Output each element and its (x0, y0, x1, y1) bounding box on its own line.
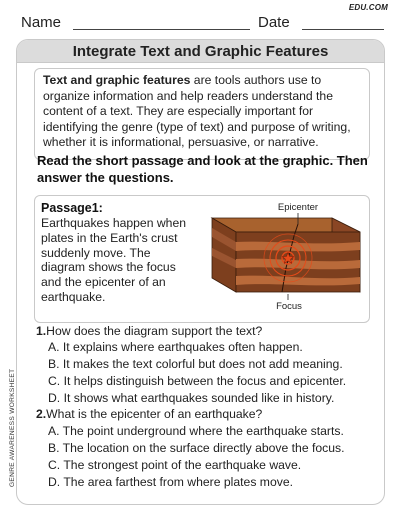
passage-box (34, 195, 370, 323)
question-text: How does the diagram support the text? (46, 324, 263, 338)
intro-box (34, 68, 370, 160)
question-number: 1. (36, 324, 47, 338)
intro-bold-term: Text and graphic features (43, 73, 191, 87)
worksheet-panel (16, 39, 385, 505)
q1-option-c[interactable]: C. It helps distinguish between the focus and epicenter. (48, 374, 347, 388)
date-label: Date (258, 14, 290, 31)
question-1 (36, 324, 262, 339)
question-text: What is the epicenter of an earthquake? (46, 407, 263, 421)
date-line[interactable] (302, 29, 384, 30)
q1-option-a[interactable]: A. It explains where earthquakes often happen. (48, 340, 303, 354)
question-2 (36, 407, 262, 422)
q2-option-a[interactable]: A. The point underground where the earthquake starts. (48, 424, 344, 438)
earthquake-diagram (190, 202, 366, 320)
edu-logo: EDU.COM (348, 3, 388, 12)
q1-option-d[interactable]: D. It shows what earthquakes sounded like in history. (48, 391, 335, 405)
name-line[interactable] (73, 29, 250, 30)
epicenter-label: Epicenter (277, 202, 319, 213)
passage-heading: Passage1: (41, 201, 103, 215)
question-number: 2. (36, 407, 47, 421)
passage-text: Earthquakes happen when plates in the Earth's crust suddenly move. The diagram shows the focus and the epicenter of an earthquake. (41, 216, 187, 304)
side-label: GENRE AWARENESS WORKSHEET (9, 368, 16, 487)
instruction: Read the short passage and look at the graphic. Then answer the questions. (37, 153, 368, 185)
worksheet-title: Integrate Text and Graphic Features (72, 43, 329, 60)
q1-option-b[interactable]: B. It makes the text colorful but does not add meaning. (48, 357, 343, 371)
name-label: Name (21, 14, 62, 31)
q2-option-c[interactable]: C. The strongest point of the earthquake wave. (48, 458, 302, 472)
q2-option-d[interactable]: D. The area farthest from where plates move. (48, 475, 293, 489)
intro-text: are tools authors use to organize information and help readers understand the content of a text. They are especially important for identifying the genre (type of text) and purpose of writing, whether it is informational, persuasive, or narrative. (43, 73, 351, 150)
title-bar (17, 40, 384, 63)
focus-label: Focus (276, 301, 302, 312)
q2-option-b[interactable]: B. The location on the surface directly above the focus. (48, 441, 345, 455)
